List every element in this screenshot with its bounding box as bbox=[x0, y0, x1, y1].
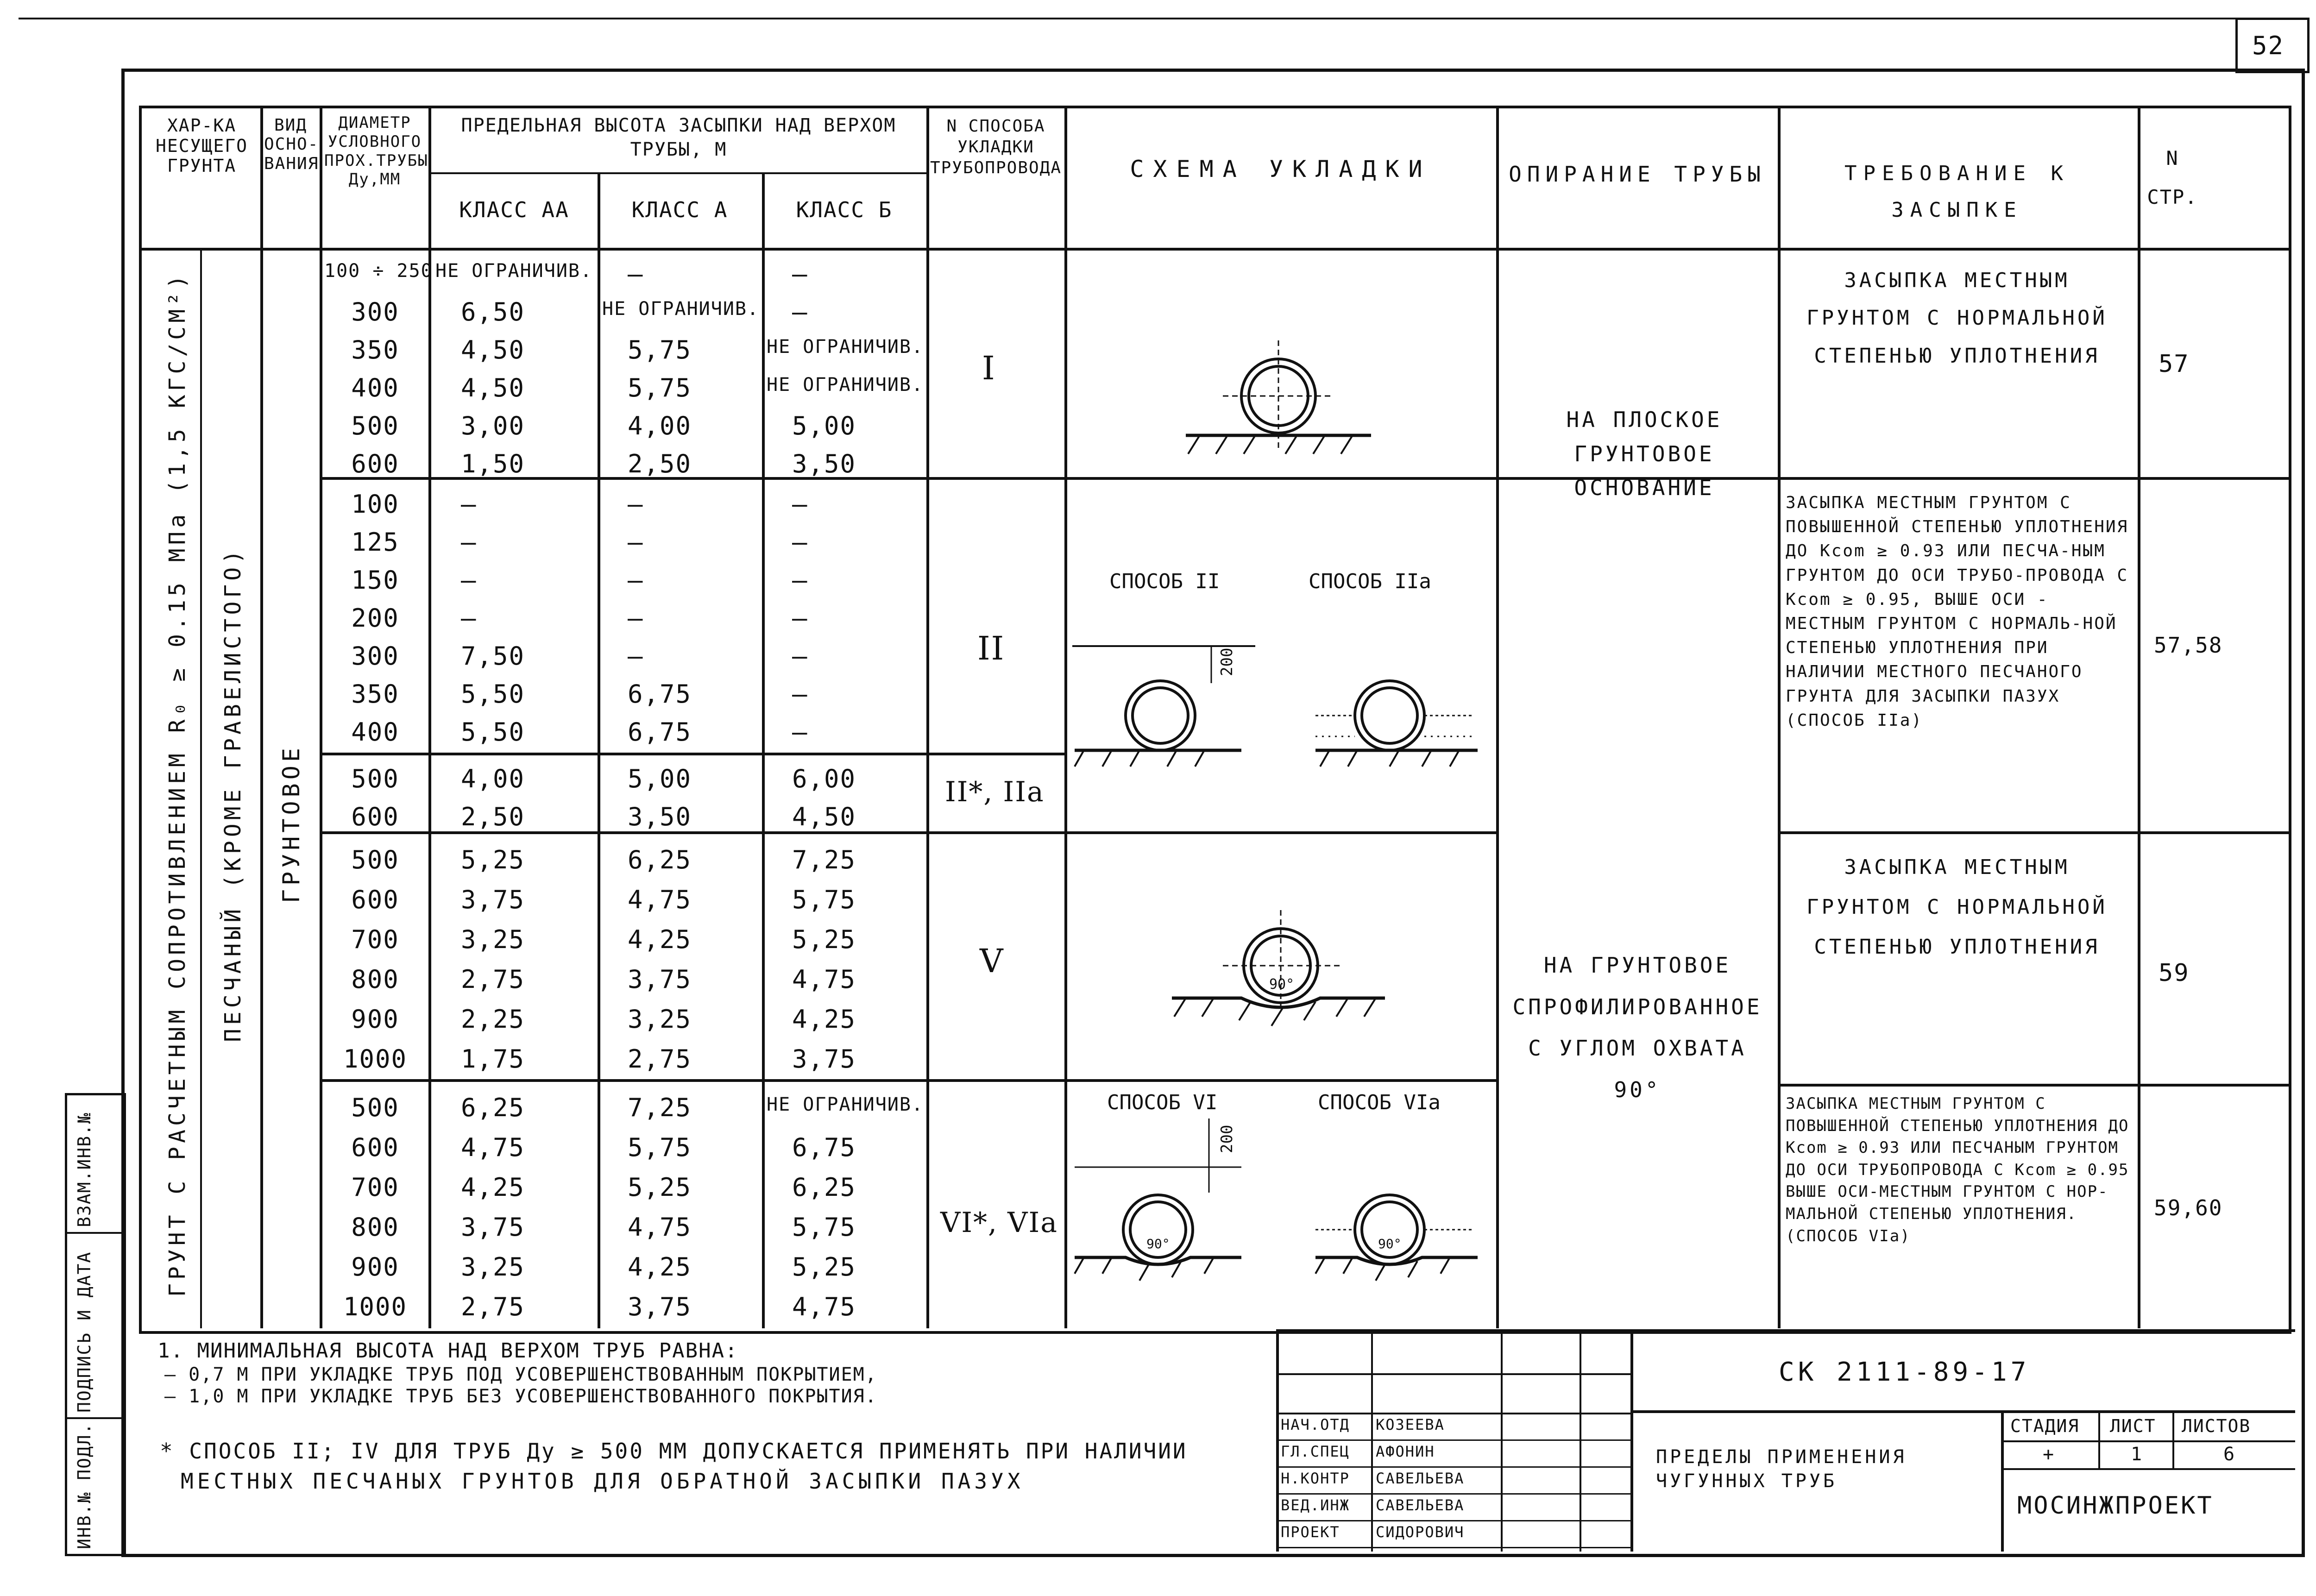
stamp-stage-sep-2 bbox=[2172, 1410, 2174, 1468]
scheme-label-m2a: СПОСОБ IIа bbox=[1309, 570, 1431, 593]
diameter-cell: 600 bbox=[351, 885, 399, 914]
pipe-scheme-1 bbox=[1186, 340, 1371, 454]
class-b-cell: — bbox=[792, 259, 808, 289]
diameter-cell: 100 ÷ 250 bbox=[324, 260, 433, 282]
side-label-base: ГРУНТОВОЕ bbox=[278, 744, 305, 903]
pipe-scheme-4 bbox=[1075, 1091, 1478, 1281]
class-aa-cell: 2,50 bbox=[461, 802, 525, 831]
class-b-cell: 6,75 bbox=[792, 1133, 856, 1162]
support-flat: НА ПЛОСКОЕ ГРУНТОВОЕ ОСНОВАНИЕ bbox=[1566, 407, 1723, 501]
side-label-soil: ГРУНТ С РАСЧЕТНЫМ СОПРОТИВЛЕНИЕМ R₀ ≥ 0.15 МПа (1,5 КГС/СМ²) bbox=[164, 271, 190, 1297]
dim-200-label: 200 bbox=[1218, 647, 1236, 676]
diameter-cell: 100 bbox=[351, 490, 399, 519]
hdr-class-b: КЛАСС Б bbox=[796, 197, 893, 222]
class-aa-cell: 1,50 bbox=[461, 449, 525, 478]
class-aa-cell: 2,75 bbox=[461, 1292, 525, 1321]
hdr-support: ОПИРАНИЕ ТРУБЫ bbox=[1509, 162, 1766, 187]
note-2: * СПОСОБ II; IV ДЛЯ ТРУБ Ду ≥ 500 ММ ДОПУСКАЕТСЯ ПРИМЕНЯТЬ ПРИ НАЛИЧИИ bbox=[160, 1439, 1188, 1464]
stamp-row-b bbox=[1276, 1413, 1630, 1414]
stamp-row-line bbox=[1276, 1466, 1630, 1468]
stamp-role: ВЕД.ИНЖ bbox=[1281, 1496, 1350, 1514]
diameter-cell: 600 bbox=[351, 802, 399, 831]
stamp-row-a bbox=[1276, 1373, 1630, 1375]
diameter-cell: 900 bbox=[351, 1005, 399, 1034]
col-b-sep bbox=[926, 106, 929, 1328]
class-aa-cell: 4,00 bbox=[461, 764, 525, 793]
diameter-cell: 900 bbox=[351, 1252, 399, 1282]
class-a-cell: 4,75 bbox=[628, 885, 692, 914]
strip-sep-1 bbox=[65, 1232, 121, 1234]
stamp-right-sep bbox=[2001, 1410, 2004, 1552]
method-label-2: II bbox=[977, 629, 1005, 667]
method-label-4: V bbox=[980, 942, 1004, 980]
diameter-cell: 500 bbox=[351, 764, 399, 793]
class-b-cell: 3,50 bbox=[792, 449, 856, 478]
class-aa-cell: 3,75 bbox=[461, 1213, 525, 1242]
class-aa-cell: 2,75 bbox=[461, 965, 525, 994]
note-1: 1. МИНИМАЛЬНАЯ ВЫСОТА НАД ВЕРХОМ ТРУБ РАВНА: bbox=[157, 1339, 738, 1363]
stamp-code: СК 2111-89-17 bbox=[1779, 1357, 2030, 1387]
class-a-cell: — bbox=[628, 566, 644, 595]
class-a-cell: 3,50 bbox=[628, 802, 692, 831]
stamp-name: АФОНИН bbox=[1376, 1443, 1435, 1460]
stamp-row-line bbox=[1276, 1439, 1630, 1441]
class-aa-cell: — bbox=[461, 528, 477, 557]
class-b-cell: — bbox=[792, 717, 808, 747]
col-support-sep bbox=[1778, 106, 1781, 1328]
top-guide-line bbox=[19, 18, 2237, 19]
class-b-cell: — bbox=[792, 490, 808, 519]
class-aa-cell: 5,50 bbox=[461, 679, 525, 709]
requirement-3: ЗАСЫПКА МЕСТНЫМ ГРУНТОМ С НОРМАЛЬНОЙ СТЕПЕНЬЮ УПЛОТНЕНИЯ bbox=[1806, 855, 2108, 959]
class-b-cell: 5,75 bbox=[792, 1213, 856, 1242]
support-profiled: НА ГРУНТОВОЕ СПРОФИЛИРОВАННОЕ С УГЛОМ ОХВАТА 90° bbox=[1512, 953, 1762, 1103]
diameter-cell: 700 bbox=[351, 1173, 399, 1202]
pipe-scheme-3 bbox=[1172, 910, 1385, 1026]
requirement-4: ЗАСЫПКА МЕСТНЫМ ГРУНТОМ С ПОВЫШЕННОЙ СТЕПЕНЬЮ УПЛОТНЕНИЯ ДО Kcom ≥ 0.93 ИЛИ ПЕСЧАНЫМ ГРУНТОМ ДО ОСИ ТРУБОПРОВОДА С Kcom ≥ 0.95 ВЫШЕ ОСИ-МЕСТНЫМ ГРУНТОМ С НОР-МАЛЬНОЙ СТЕПЕНЬЮ УПЛОТНЕНИЯ. (СПОСОБ VIа) bbox=[1786, 1094, 2129, 1245]
class-a-cell: 4,75 bbox=[628, 1213, 692, 1242]
class-a-cell: 2,75 bbox=[628, 1044, 692, 1074]
stamp-role: НАЧ.ОТД bbox=[1281, 1416, 1350, 1433]
class-b-cell: НЕ ОГРАНИЧИВ. bbox=[767, 1094, 924, 1115]
height-subheader-line bbox=[428, 172, 926, 174]
method-label-3: II*, IIa bbox=[945, 776, 1045, 808]
class-b-cell: 4,25 bbox=[792, 1005, 856, 1034]
stamp-role: ПРОЕКТ bbox=[1281, 1523, 1340, 1541]
stamp-code-line bbox=[1630, 1410, 2295, 1413]
stamp-title-sep bbox=[1630, 1329, 1633, 1552]
diameter-cell: 300 bbox=[351, 297, 399, 327]
class-b-cell: НЕ ОГРАНИЧИВ. bbox=[767, 374, 924, 396]
strip-label-inv: ИНВ.№ ПОДЛ. bbox=[74, 1422, 94, 1549]
stamp-name: САВЕЛЬЕВА bbox=[1376, 1470, 1465, 1487]
hdr-method: N СПОСОБА УКЛАДКИ ТРУБОПРОВОДА bbox=[930, 117, 1062, 177]
diameter-cell: 350 bbox=[351, 335, 399, 364]
stamp-sheets: 6 bbox=[2223, 1444, 2236, 1465]
stamp-sheet-label: ЛИСТ bbox=[2110, 1416, 2156, 1436]
diameter-cell: 150 bbox=[351, 566, 399, 595]
diameter-cell: 600 bbox=[351, 1133, 399, 1162]
class-a-cell: — bbox=[628, 259, 644, 289]
class-aa-cell: 3,25 bbox=[461, 1252, 525, 1282]
class-b-cell: — bbox=[792, 603, 808, 633]
stamp-stage-sep-1 bbox=[2098, 1410, 2100, 1468]
class-aa-cell: 2,25 bbox=[461, 1005, 525, 1034]
strip-sep-2 bbox=[65, 1417, 121, 1419]
class-aa-cell: 3,75 bbox=[461, 885, 525, 914]
stamp-stage-label: СТАДИЯ bbox=[2010, 1416, 2080, 1436]
pipe-scheme-2 bbox=[1072, 570, 1478, 767]
diameter-cell: 350 bbox=[351, 679, 399, 709]
note-1a: – 0,7 М ПРИ УКЛАДКЕ ТРУБ ПОД УСОВЕРШЕНСТВОВАННЫМ ПОКРЫТИЕМ, bbox=[164, 1364, 877, 1385]
class-b-cell: 4,75 bbox=[792, 965, 856, 994]
col-scheme-sep bbox=[1496, 106, 1499, 1328]
col-soil-sep bbox=[260, 106, 263, 1328]
stamp-role: Н.КОНТР bbox=[1281, 1470, 1350, 1487]
class-a-cell: 2,50 bbox=[628, 449, 692, 478]
stamp-row-line bbox=[1276, 1547, 1630, 1548]
class-b-cell: 5,75 bbox=[792, 885, 856, 914]
diameter-cell: 500 bbox=[351, 845, 399, 874]
requirement-1: ЗАСЫПКА МЕСТНЫМ ГРУНТОМ С НОРМАЛЬНОЙ СТЕПЕНЬЮ УПЛОТНЕНИЯ bbox=[1806, 269, 2108, 368]
angle-90-label-3: 90° bbox=[1378, 1236, 1402, 1251]
class-a-cell: 5,75 bbox=[628, 373, 692, 402]
col-base-sep bbox=[320, 106, 322, 1328]
class-b-cell: НЕ ОГРАНИЧИВ. bbox=[767, 336, 924, 358]
diameter-cell: 500 bbox=[351, 411, 399, 440]
group-sep-2 bbox=[320, 753, 1065, 755]
requirement-2: ЗАСЫПКА МЕСТНЫМ ГРУНТОМ С ПОВЫШЕННОЙ СТЕПЕНЬЮ УПЛОТНЕНИЯ ДО Kcom ≥ 0.93 ИЛИ ПЕСЧА-НЫМ ГРУНТОМ ДО ОСИ ТРУБО-ПРОВОДА С Kcom ≥ 0.95, ВЫШЕ ОСИ - МЕСТНЫМ ГРУНТОМ С НОРМАЛЬ-НОЙ СТЕПЕНЬЮ УПЛОТНЕНИЯ ПРИ НАЛИЧИИ МЕСТНОГО ПЕСЧАНОГО ГРУНТА ДЛЯ ЗАСЫПКИ ПАЗУХ (СПОСОБ IIа) bbox=[1786, 493, 2129, 730]
class-aa-cell: 6,50 bbox=[461, 297, 525, 327]
stamp-org: МОСИНЖПРОЕКТ bbox=[2017, 1492, 2214, 1520]
class-b-cell: 4,50 bbox=[792, 802, 856, 831]
sheet-number: 52 bbox=[2252, 31, 2285, 60]
class-aa-cell: НЕ ОГРАНИЧИВ. bbox=[435, 260, 593, 282]
class-aa-cell: 3,25 bbox=[461, 925, 525, 954]
class-aa-cell: 5,25 bbox=[461, 845, 525, 874]
class-b-cell: 7,25 bbox=[792, 845, 856, 874]
page-ref-2: 57,58 bbox=[2154, 633, 2223, 658]
stamp-name: СИДОРОВИЧ bbox=[1376, 1523, 1465, 1541]
stamp-role: ГЛ.СПЕЦ bbox=[1281, 1443, 1350, 1460]
stamp-top bbox=[1276, 1329, 2295, 1332]
class-aa-cell: 4,75 bbox=[461, 1133, 525, 1162]
stamp-name: САВЕЛЬЕВА bbox=[1376, 1496, 1465, 1514]
stamp-sheet: 1 bbox=[2131, 1444, 2143, 1465]
class-a-cell: 5,75 bbox=[628, 335, 692, 364]
class-a-cell: 7,25 bbox=[628, 1093, 692, 1122]
class-b-cell: — bbox=[792, 641, 808, 671]
side-label-sand: ПЕСЧАНЫЙ (КРОМЕ ГРАВЕЛИСТОГО) bbox=[220, 546, 246, 1042]
class-aa-cell: 4,25 bbox=[461, 1173, 525, 1202]
hdr-class-aa: КЛАСС АА bbox=[459, 197, 569, 222]
diameter-cell: 500 bbox=[351, 1093, 399, 1122]
diameter-cell: 1000 bbox=[343, 1044, 408, 1074]
class-a-cell: 5,75 bbox=[628, 1133, 692, 1162]
class-a-cell: 3,75 bbox=[628, 965, 692, 994]
strip-label-replace: ВЗАМ.ИНВ.№ bbox=[74, 1112, 94, 1227]
page-ref-3: 59 bbox=[2159, 959, 2190, 987]
method-label-5: VI*, VIa bbox=[940, 1206, 1058, 1239]
class-a-cell: НЕ ОГРАНИЧИВ. bbox=[602, 298, 760, 320]
class-aa-cell: — bbox=[461, 566, 477, 595]
hdr-base: ВИД ОСНО-ВАНИЯ bbox=[264, 116, 319, 173]
class-a-cell: 4,00 bbox=[628, 411, 692, 440]
class-a-cell: 5,25 bbox=[628, 1173, 692, 1202]
class-a-cell: 4,25 bbox=[628, 925, 692, 954]
method-label-1: I bbox=[982, 349, 996, 387]
scheme-drawings bbox=[1065, 248, 1496, 1327]
class-a-cell: 3,75 bbox=[628, 1292, 692, 1321]
class-b-cell: 6,25 bbox=[792, 1173, 856, 1202]
class-a-cell: 3,25 bbox=[628, 1005, 692, 1034]
hdr-soil: ХАР-КА НЕСУЩЕГО ГРУНТА bbox=[155, 115, 248, 176]
dim-200-label-2: 200 bbox=[1218, 1125, 1236, 1153]
class-b-cell: 5,00 bbox=[792, 411, 856, 440]
col-a-sep bbox=[762, 172, 765, 1328]
class-aa-cell: 3,00 bbox=[461, 411, 525, 440]
class-aa-cell: 5,50 bbox=[461, 717, 525, 747]
class-aa-cell: 4,50 bbox=[461, 373, 525, 402]
class-aa-cell: 7,50 bbox=[461, 641, 525, 671]
col-aa-sep bbox=[598, 172, 600, 1328]
hdr-page: N СТР. bbox=[2147, 147, 2198, 208]
diameter-cell: 125 bbox=[351, 528, 399, 557]
group-sep-3-right bbox=[1778, 831, 2290, 834]
diameter-cell: 600 bbox=[351, 449, 399, 478]
class-a-cell: 6,75 bbox=[628, 717, 692, 747]
diameter-cell: 400 bbox=[351, 373, 399, 402]
col-req-sep bbox=[2138, 106, 2140, 1328]
scheme-label-m2: СПОСОБ II bbox=[1109, 570, 1220, 593]
class-a-cell: 5,00 bbox=[628, 764, 692, 793]
scheme-label-m6a: СПОСОБ VIа bbox=[1318, 1091, 1441, 1114]
class-b-cell: — bbox=[792, 297, 808, 327]
hdr-scheme: СХЕМА УКЛАДКИ bbox=[1130, 156, 1432, 182]
class-aa-cell: — bbox=[461, 490, 477, 519]
class-b-cell: 6,00 bbox=[792, 764, 856, 793]
class-a-cell: 4,25 bbox=[628, 1252, 692, 1282]
stamp-row-line bbox=[1276, 1493, 1630, 1495]
hdr-diameter: ДИАМЕТР УСЛОВНОГО ПРОХ.ТРУБЫ Ду,ММ bbox=[324, 113, 428, 189]
class-a-cell: — bbox=[628, 641, 644, 671]
class-a-cell: — bbox=[628, 603, 644, 633]
class-aa-cell: 1,75 bbox=[461, 1044, 525, 1074]
strip-label-sign: ПОДПИСЬ И ДАТА bbox=[74, 1251, 94, 1413]
class-b-cell: 5,25 bbox=[792, 1252, 856, 1282]
note-1b: – 1,0 М ПРИ УКЛАДКЕ ТРУБ БЕЗ УСОВЕРШЕНСТВОВАННОГО ПОКРЫТИЯ. bbox=[164, 1386, 877, 1407]
stamp-row-line bbox=[1276, 1520, 1630, 1521]
hdr-requirement: ТРЕБОВАНИЕ К ЗАСЫПКЕ bbox=[1844, 162, 2070, 222]
class-b-cell: — bbox=[792, 679, 808, 709]
class-b-cell: 5,25 bbox=[792, 925, 856, 954]
note-2b: МЕСТНЫХ ПЕСЧАНЫХ ГРУНТОВ ДЛЯ ОБРАТНОЙ ЗАСЫПКИ ПАЗУХ bbox=[181, 1469, 1024, 1494]
diameter-cell: 800 bbox=[351, 965, 399, 994]
page-ref-4: 59,60 bbox=[2154, 1195, 2223, 1220]
col-soil-inner bbox=[200, 248, 202, 1328]
class-aa-cell: 6,25 bbox=[461, 1093, 525, 1122]
class-b-cell: — bbox=[792, 566, 808, 595]
hdr-class-a: КЛАСС А bbox=[631, 197, 728, 222]
diameter-cell: 700 bbox=[351, 925, 399, 954]
class-b-cell: 4,75 bbox=[792, 1292, 856, 1321]
angle-90-label-2: 90° bbox=[1146, 1236, 1170, 1251]
class-aa-cell: — bbox=[461, 603, 477, 633]
diameter-cell: 300 bbox=[351, 641, 399, 671]
group-sep-1-right bbox=[1778, 477, 2290, 480]
class-a-cell: — bbox=[628, 528, 644, 557]
stamp-sheets-label: ЛИСТОВ bbox=[2182, 1416, 2251, 1436]
angle-90-label-1: 90° bbox=[1269, 976, 1295, 993]
diameter-cell: 200 bbox=[351, 603, 399, 633]
page-ref-1: 57 bbox=[2159, 350, 2190, 378]
stamp-stage: + bbox=[2043, 1444, 2055, 1465]
col-dia-sep bbox=[428, 106, 431, 1328]
diameter-cell: 400 bbox=[351, 717, 399, 747]
scheme-label-m6: СПОСОБ VI bbox=[1107, 1091, 1218, 1114]
diameter-cell: 800 bbox=[351, 1213, 399, 1242]
stamp-stage-line bbox=[2001, 1440, 2295, 1442]
stamp-name: КОЗЕЕВА bbox=[1376, 1416, 1445, 1433]
stamp-title: ПРЕДЕЛЫ ПРИМЕНЕНИЯ ЧУГУННЫХ ТРУБ bbox=[1656, 1446, 1907, 1492]
class-b-cell: 3,75 bbox=[792, 1044, 856, 1074]
diameter-cell: 1000 bbox=[343, 1292, 408, 1321]
class-aa-cell: 4,50 bbox=[461, 335, 525, 364]
hdr-height: ПРЕДЕЛЬНАЯ ВЫСОТА ЗАСЫПКИ НАД ВЕРХОМ ТРУБЫ, М bbox=[461, 115, 896, 160]
class-a-cell: 6,25 bbox=[628, 845, 692, 874]
stamp-stage-line-2 bbox=[2001, 1468, 2295, 1470]
class-a-cell: — bbox=[628, 490, 644, 519]
class-a-cell: 6,75 bbox=[628, 679, 692, 709]
class-b-cell: — bbox=[792, 528, 808, 557]
group-sep-4-right bbox=[1778, 1084, 2290, 1087]
